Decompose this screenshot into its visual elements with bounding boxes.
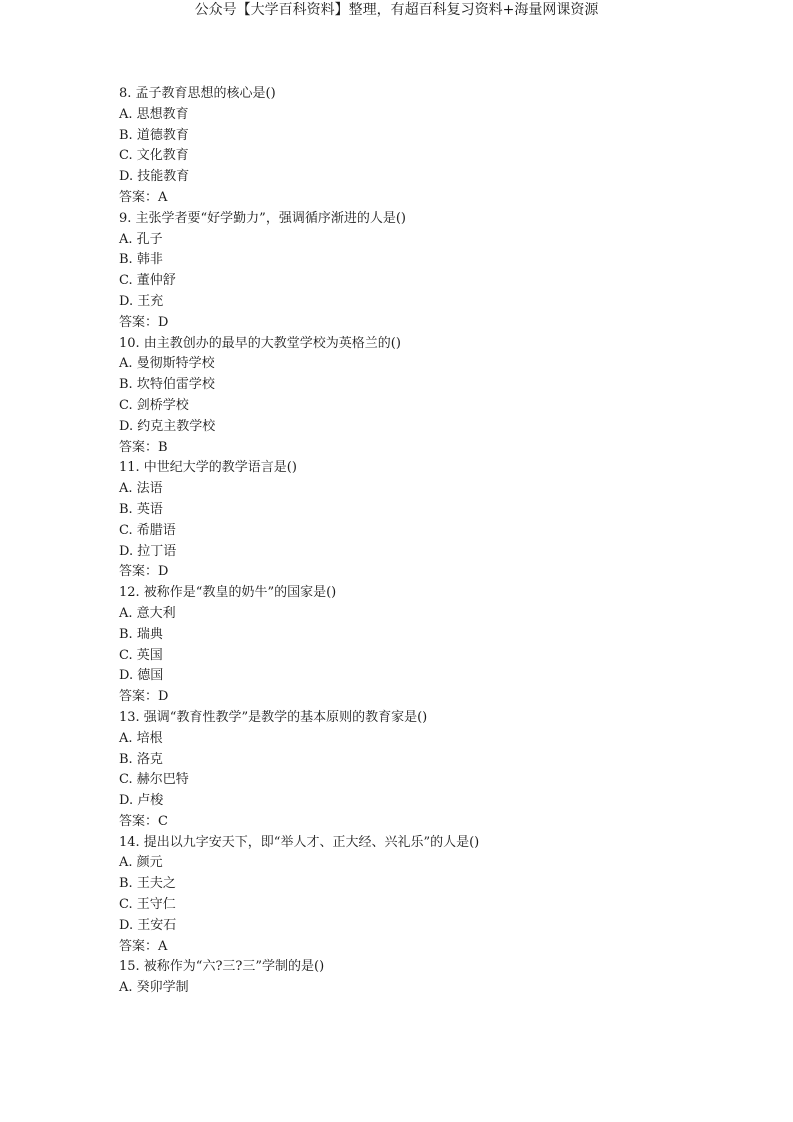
option-a: A. 颜元 — [119, 855, 163, 871]
question-text: 10. 由主教创办的最早的大教堂学校为英格兰的() — [119, 335, 401, 351]
question-text: 12. 被称作是“教皇的奶牛”的国家是() — [119, 585, 337, 601]
option-d: D. 德国 — [119, 668, 164, 684]
option-b: B. 王夫之 — [119, 876, 176, 892]
option-c: C. 英国 — [119, 647, 163, 663]
question-text: 8. 孟子教育思想的核心是() — [119, 86, 276, 101]
option-d: D. 技能教育 — [119, 169, 190, 185]
option-a: A. 意大利 — [119, 605, 176, 621]
option-d: D. 约克主教学校 — [119, 418, 216, 434]
option-a: A. 思想教育 — [119, 106, 189, 122]
option-c: C. 希腊语 — [119, 522, 176, 538]
question-block — [119, 957, 739, 999]
question-block — [119, 334, 739, 459]
option-a: A. 曼彻斯特学校 — [119, 356, 215, 372]
option-d: D. 卢梭 — [119, 793, 164, 809]
answer-text: 答案：D — [119, 689, 169, 705]
option-a: A. 癸卯学制 — [119, 980, 189, 996]
question-text: 13. 强调“教育性教学”是教学的基本原则的教育家是() — [119, 709, 428, 725]
question-block — [119, 583, 739, 708]
answer-text: 答案：D — [119, 564, 169, 580]
option-c: C. 董仲舒 — [119, 273, 176, 289]
option-b: B. 瑞典 — [119, 626, 163, 642]
option-b: B. 坎特伯雷学校 — [119, 377, 215, 393]
answer-text: 答案：D — [119, 314, 169, 330]
question-block — [119, 84, 739, 209]
question-text: 11. 中世纪大学的教学语言是() — [119, 460, 297, 476]
answer-text: 答案：B — [119, 439, 168, 455]
option-a: A. 培根 — [119, 730, 163, 746]
option-c: C. 文化教育 — [119, 148, 189, 164]
option-d: D. 王充 — [119, 293, 164, 309]
question-block — [119, 209, 739, 334]
question-block — [119, 708, 739, 833]
question-text: 14. 提出以九字安天下，即“举人才、正大经、兴礼乐”的人是() — [119, 834, 480, 850]
option-a: A. 孔子 — [119, 231, 163, 247]
answer-text: 答案：C — [119, 813, 168, 829]
option-b: B. 洛克 — [119, 751, 163, 767]
question-block — [119, 833, 739, 958]
option-d: D. 王安石 — [119, 917, 177, 933]
answer-text: 答案：A — [119, 189, 168, 205]
question-text: 15. 被称作为“六?三?三”学制的是() — [119, 959, 325, 975]
option-d: D. 拉丁语 — [119, 543, 177, 559]
page-header: 公众号【大学百科资料】整理，有超百科复习资料+海量网课资源 — [194, 2, 599, 18]
option-b: B. 道德教育 — [119, 127, 189, 143]
question-block — [119, 458, 739, 583]
option-c: C. 剑桥学校 — [119, 397, 189, 413]
question-text: 9. 主张学者要“好学勤力”，强调循序渐进的人是() — [119, 210, 406, 226]
answer-text: 答案：A — [119, 938, 168, 954]
option-b: B. 韩非 — [119, 252, 163, 268]
option-a: A. 法语 — [119, 481, 163, 497]
option-c: C. 王守仁 — [119, 897, 176, 913]
question-list — [119, 84, 739, 999]
option-c: C. 赫尔巴特 — [119, 772, 189, 788]
option-b: B. 英语 — [119, 501, 163, 517]
